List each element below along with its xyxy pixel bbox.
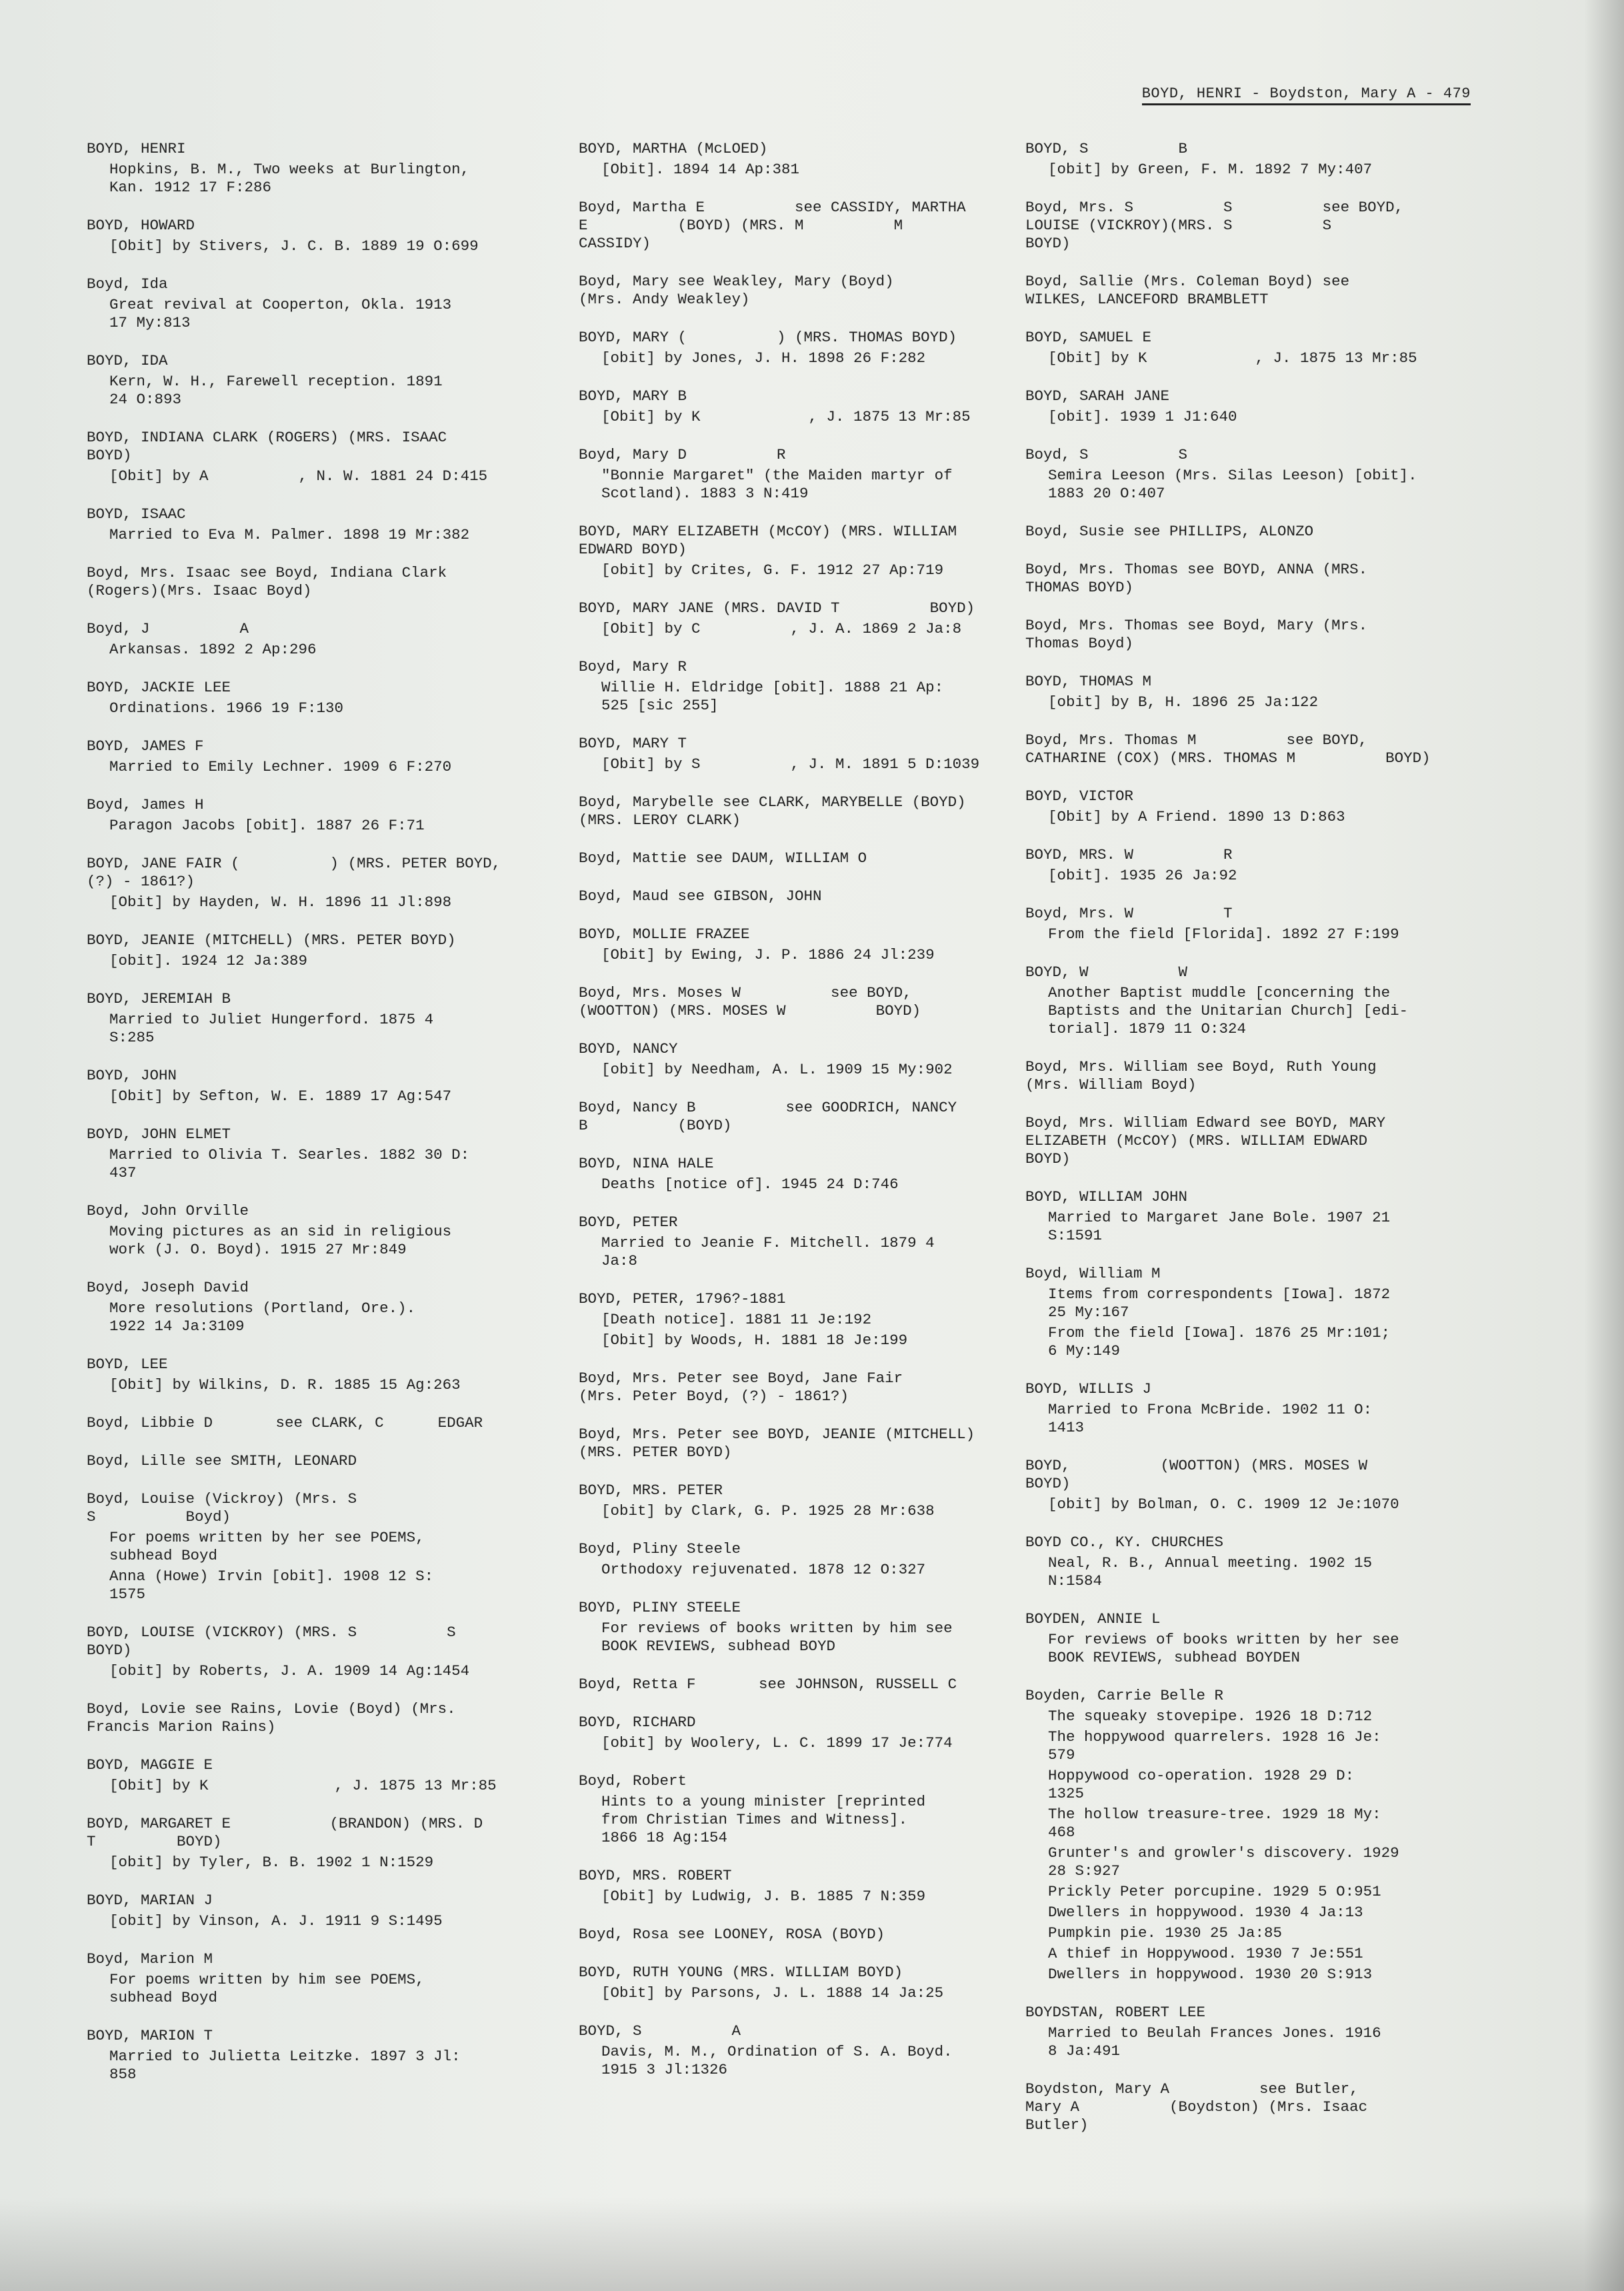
index-entry (87, 1202, 540, 1259)
entry-citation: Married to Emily Lechner. 1909 6 F:270 (109, 758, 452, 775)
index-entry (1025, 1114, 1479, 1168)
entry-citation: [Obit] by K , J. 1875 13 Mr:85 (109, 1777, 497, 1794)
index-entry (87, 1700, 540, 1736)
index-entry (1025, 846, 1479, 885)
index-entry (87, 1067, 540, 1105)
index-entry (579, 1370, 1039, 1406)
entry-citation: [Obit] by Sefton, W. E. 1889 17 Ag:547 (109, 1087, 452, 1105)
entry-heading: Boyd, Mrs. Thomas see BOYD, ANNA (MRS. THOMAS BOYD) (1025, 561, 1368, 596)
index-entry (87, 564, 540, 600)
entry-citation: Pumpkin pie. 1930 25 Ja:85 (1048, 1924, 1283, 1942)
entry-citation: [obit] by Bolman, O. C. 1909 12 Je:1070 (1048, 1496, 1399, 1513)
index-entry (579, 1426, 1039, 1462)
entry-heading: Boyd, Lovie see Rains, Lovie (Boyd) (Mrs. Francis Marion Rains) (87, 1700, 456, 1736)
index-entry (1025, 905, 1479, 943)
index-entry (87, 679, 540, 717)
entry-citation: [Obit] by Ludwig, J. B. 1885 7 N:359 (601, 1888, 926, 1905)
entry-heading: Boyd, Mary see Weakley, Mary (Boyd) (Mrs. Andy Weakley) (579, 273, 894, 308)
entry-citation: [Obit]. 1894 14 Ap:381 (601, 161, 800, 178)
entry-citation: For reviews of books written by her see BOOK REVIEWS, subhead BOYDEN (1048, 1631, 1399, 1666)
index-entry (87, 1815, 540, 1872)
entry-heading: Boydston, Mary A see Butler, Mary A (Boydston) (Mrs. Isaac Butler) (1025, 2080, 1368, 2134)
entry-heading: Boyd, Pliny Steele (579, 1540, 741, 1558)
index-entry (579, 735, 1039, 773)
index-entry (1025, 273, 1479, 309)
entry-heading: Boyd, Marybelle see CLARK, MARYBELLE (BOYD) (MRS. LEROY CLARK) (579, 793, 966, 829)
index-entry (1025, 731, 1479, 767)
index-entry (1025, 673, 1479, 711)
entry-citation: [Obit] by Ewing, J. P. 1886 24 Jl:239 (601, 946, 935, 963)
entry-citation: Davis, M. M., Ordination of S. A. Boyd. 1915 3 Jl:1326 (601, 2043, 953, 2078)
entry-heading: BOYD, JEREMIAH B (87, 990, 231, 1007)
index-entry (87, 1279, 540, 1336)
entry-citation: Paragon Jacobs [obit]. 1887 26 F:71 (109, 817, 425, 834)
index-entry (1025, 387, 1479, 426)
index-entry (87, 429, 540, 485)
index-entry (579, 1964, 1039, 2002)
index-entry (1025, 1058, 1479, 1094)
entry-citation: [Obit] by Woods, H. 1881 18 Je:199 (601, 1332, 908, 1349)
index-entry (87, 737, 540, 776)
entry-heading: Boyd, Maud see GIBSON, JOHN (579, 887, 822, 905)
entry-heading: BOYD, JAMES F (87, 737, 204, 755)
entry-citation: [Death notice]. 1881 11 Je:192 (601, 1311, 872, 1328)
entry-citation: From the field [Iowa]. 1876 25 Mr:101; 6 My:149 (1048, 1324, 1391, 1360)
entry-citation: [obit] by Needham, A. L. 1909 15 My:902 (601, 1061, 953, 1078)
index-entry (87, 140, 540, 197)
index-entry (1025, 523, 1479, 541)
entry-heading: Boyd, Marion M (87, 1950, 213, 1968)
index-entry (1025, 2080, 1479, 2134)
index-entry (579, 599, 1039, 638)
entry-heading: BOYD, MARTHA (McLOED) (579, 140, 768, 157)
entry-heading: BOYD, NANCY (579, 1040, 678, 1057)
entry-heading: BOYD CO., KY. CHURCHES (1025, 1534, 1224, 1551)
entry-heading: BOYD, RICHARD (579, 1714, 696, 1731)
entry-citation: [obit] by Tyler, B. B. 1902 1 N:1529 (109, 1854, 434, 1871)
index-entry (1025, 199, 1479, 253)
index-entry (1025, 617, 1479, 653)
entry-heading: BOYD, INDIANA CLARK (ROGERS) (MRS. ISAAC BOYD) (87, 429, 447, 464)
index-entry (579, 1155, 1039, 1194)
entry-citation: Dwellers in hoppywood. 1930 4 Ja:13 (1048, 1904, 1363, 1921)
entry-citation: [obit]. 1939 1 J1:640 (1048, 408, 1237, 425)
entry-heading: BOYD, JANE FAIR ( ) (MRS. PETER BOYD, (?) - 1861?) (87, 855, 501, 890)
entry-heading: Boyd, Mrs. William see Boyd, Ruth Young (Mrs. William Boyd) (1025, 1058, 1377, 1093)
index-entry (87, 275, 540, 332)
index-entry (579, 1040, 1039, 1079)
index-entry (1025, 446, 1479, 503)
entry-heading: BOYD, VICTOR (1025, 787, 1134, 805)
index-entry (579, 329, 1039, 367)
entry-citation: Orthodoxy rejuvenated. 1878 12 O:327 (601, 1561, 926, 1578)
index-entry (579, 1482, 1039, 1520)
entry-citation: [Obit] by A , N. W. 1881 24 D:415 (109, 467, 488, 485)
entry-citation: [Obit] by Hayden, W. H. 1896 11 Jl:898 (109, 893, 452, 911)
entry-heading: Boyd, Mrs. S S see BOYD, LOUISE (VICKROY)(MRS. S S BOYD) (1025, 199, 1404, 252)
index-entry (579, 793, 1039, 829)
entry-heading: Boyd, Susie see PHILLIPS, ALONZO (1025, 523, 1314, 540)
entry-heading: Boyd, John Orville (87, 1202, 249, 1220)
entry-citation: Arkansas. 1892 2 Ap:296 (109, 641, 317, 658)
entry-citation: [Obit] by A Friend. 1890 13 D:863 (1048, 808, 1345, 825)
entry-citation: Hopkins, B. M., Two weeks at Burlington, Kan. 1912 17 F:286 (109, 161, 470, 196)
entry-citation: [obit] by Vinson, A. J. 1911 9 S:1495 (109, 1912, 443, 1930)
entry-citation: Married to Frona McBride. 1902 11 O: 1413 (1048, 1401, 1373, 1436)
entry-heading: Boyd, Mrs. Peter see Boyd, Jane Fair (Mrs. Peter Boyd, (?) - 1861?) (579, 1370, 903, 1405)
entry-heading: BOYD, MARIAN J (87, 1892, 213, 1909)
entry-citation: Ordinations. 1966 19 F:130 (109, 699, 344, 717)
entry-citation: [Obit] by K , J. 1875 13 Mr:85 (1048, 349, 1417, 367)
entry-citation: From the field [Florida]. 1892 27 F:199 (1048, 925, 1399, 943)
entry-citation: [obit] by Green, F. M. 1892 7 My:407 (1048, 161, 1373, 178)
index-entry (87, 217, 540, 255)
entry-citation: Grunter's and growler's discovery. 1929 28 S:927 (1048, 1844, 1399, 1880)
entry-heading: BOYD, SARAH JANE (1025, 387, 1170, 405)
index-entry (579, 199, 1039, 253)
index-entry (87, 620, 540, 659)
entry-heading: BOYD, MRS. ROBERT (579, 1867, 732, 1884)
entry-heading: Boyd, Mrs. W T (1025, 905, 1233, 922)
entry-citation: [Obit] by Parsons, J. L. 1888 14 Ja:25 (601, 1984, 944, 2002)
entry-heading: BOYD, HENRI (87, 140, 186, 157)
entry-heading: Boyd, Mary D R (579, 446, 786, 463)
entry-heading: BOYD, WILLIAM JOHN (1025, 1188, 1188, 1206)
index-entry (579, 387, 1039, 426)
entry-citation: [obit]. 1935 26 Ja:92 (1048, 867, 1237, 884)
index-column-1 (87, 140, 540, 2104)
entry-heading: BOYD, MARY ELIZABETH (McCOY) (MRS. WILLIAM EDWARD BOYD) (579, 523, 957, 558)
entry-citation: For poems written by him see POEMS, subhead Boyd (109, 1971, 425, 2006)
entry-citation: The squeaky stovepipe. 1926 18 D:712 (1048, 1708, 1373, 1725)
index-entry (87, 990, 540, 1047)
index-entry (579, 925, 1039, 964)
entry-citation: The hoppywood quarrelers. 1928 16 Je: 579 (1048, 1728, 1381, 1764)
entry-heading: Boyd, James H (87, 796, 204, 813)
entry-heading: BOYD, THOMAS M (1025, 673, 1152, 690)
entry-heading: Boyd, Mrs. Moses W see BOYD, (WOOTTON) (MRS. MOSES W BOYD) (579, 984, 921, 1019)
entry-citation: [obit] by B, H. 1896 25 Ja:122 (1048, 693, 1319, 711)
page-edge-shadow (1584, 0, 1624, 2291)
entry-heading: BOYD, JOHN ELMET (87, 1125, 231, 1143)
entry-heading: BOYD, MARY ( ) (MRS. THOMAS BOYD) (579, 329, 957, 346)
entry-citation: Married to Julietta Leitzke. 1897 3 Jl: 858 (109, 2048, 461, 2083)
entry-citation: For reviews of books written by him see BOOK REVIEWS, subhead BOYD (601, 1620, 953, 1655)
entry-heading: Boyd, Louise (Vickroy) (Mrs. S S Boyd) (87, 1490, 357, 1526)
index-entry (1025, 1534, 1479, 1590)
entry-citation: [Obit] by Stivers, J. C. B. 1889 19 O:699 (109, 237, 479, 255)
entry-citation: A thief in Hoppywood. 1930 7 Je:551 (1048, 1945, 1363, 1962)
entry-heading: Boyd, J A (87, 620, 249, 637)
entry-heading: BOYDEN, ANNIE L (1025, 1610, 1161, 1628)
entry-heading: BOYD, MRS. W R (1025, 846, 1233, 863)
entry-heading: BOYD, PLINY STEELE (579, 1599, 741, 1616)
entry-heading: BOYD, MARY T (579, 735, 687, 752)
entry-heading: Boyd, Mrs. Isaac see Boyd, Indiana Clark (Rogers)(Mrs. Isaac Boyd) (87, 564, 447, 599)
entry-heading: Boyd, Nancy B see GOODRICH, NANCY B (BOYD) (579, 1099, 957, 1134)
index-column-2 (579, 140, 1039, 2099)
entry-heading: BOYD, PETER (579, 1214, 678, 1231)
entry-citation: Married to Jeanie F. Mitchell. 1879 4 Ja:8 (601, 1234, 935, 1270)
index-entry (87, 505, 540, 544)
entry-heading: Boyd, Libbie D see CLARK, C EDGAR (87, 1414, 483, 1432)
entry-heading: BOYD, LOUISE (VICKROY) (MRS. S S BOYD) (87, 1624, 456, 1659)
entry-heading: BOYD, LEE (87, 1356, 168, 1373)
index-entry (1025, 561, 1479, 597)
index-entry (1025, 1457, 1479, 1514)
index-entry (579, 1714, 1039, 1752)
index-entry (87, 352, 540, 409)
entry-citation: "Bonnie Margaret" (the Maiden martyr of Scotland). 1883 3 N:419 (601, 467, 953, 502)
index-entry (1025, 1188, 1479, 1245)
index-entry (87, 1414, 540, 1432)
entry-heading: BOYD, MRS. PETER (579, 1482, 723, 1499)
entry-heading: Boyd, Mattie see DAUM, WILLIAM O (579, 849, 867, 867)
index-entry (1025, 787, 1479, 826)
entry-heading: Boyd, Mrs. Thomas see Boyd, Mary (Mrs. Thomas Boyd) (1025, 617, 1368, 652)
entry-citation: Semira Leeson (Mrs. Silas Leeson) [obit]. 1883 20 O:407 (1048, 467, 1417, 502)
index-entry (579, 2022, 1039, 2079)
index-entry (87, 1490, 540, 1604)
entry-heading: Boyd, Joseph David (87, 1279, 249, 1296)
entry-heading: BOYD, MOLLIE FRAZEE (579, 925, 750, 943)
entry-citation: [obit] by Crites, G. F. 1912 27 Ap:719 (601, 561, 944, 579)
entry-heading: BOYD, PETER, 1796?-1881 (579, 1290, 786, 1308)
entry-heading: BOYD, MARION T (87, 2027, 213, 2044)
index-entry (87, 855, 540, 911)
index-entry (87, 796, 540, 835)
index-entry (579, 658, 1039, 715)
entry-citation: Another Baptist muddle [concerning the Baptists and the Unitarian Church] [edi- torial]. 1879 11 O:324 (1048, 984, 1409, 1037)
index-entry (579, 984, 1039, 1020)
entry-heading: BOYD, JACKIE LEE (87, 679, 231, 696)
index-entry (579, 1772, 1039, 1847)
entry-heading: Boyd, Mrs. William Edward see BOYD, MARY ELIZABETH (McCOY) (MRS. WILLIAM EDWARD BOYD) (1025, 1114, 1386, 1168)
entry-heading: BOYD, MARGARET E (BRANDON) (MRS. D T BOYD) (87, 1815, 483, 1850)
entry-heading: BOYD, RUTH YOUNG (MRS. WILLIAM BOYD) (579, 1964, 903, 1981)
index-entry (579, 1540, 1039, 1579)
entry-citation: [obit]. 1924 12 Ja:389 (109, 952, 308, 969)
index-entry (87, 1125, 540, 1182)
entry-heading: BOYDSTAN, ROBERT LEE (1025, 2004, 1206, 2021)
entry-citation: For poems written by her see POEMS, subhead Boyd (109, 1529, 425, 1564)
index-entry (87, 2027, 540, 2084)
entry-heading: BOYD, JEANIE (MITCHELL) (MRS. PETER BOYD) (87, 931, 456, 949)
entry-citation: Married to Eva M. Palmer. 1898 19 Mr:382 (109, 526, 470, 543)
index-entry (1025, 329, 1479, 367)
index-column-3 (1025, 140, 1479, 2154)
entry-citation: Great revival at Cooperton, Okla. 1913 17 My:813 (109, 296, 452, 331)
index-entry (87, 1624, 540, 1680)
index-entry (579, 887, 1039, 905)
entry-citation: Dwellers in hoppywood. 1930 20 S:913 (1048, 1966, 1373, 1983)
running-header: BOYD, HENRI - Boydston, Mary A - 479 (1142, 85, 1471, 105)
entry-heading: Boyd, Retta F see JOHNSON, RUSSELL C (579, 1676, 957, 1693)
index-entry (87, 1950, 540, 2007)
entry-heading: BOYD, S B (1025, 140, 1188, 157)
entry-heading: Boyd, Martha E see CASSIDY, MARTHA E (BOYD) (MRS. M M CASSIDY) (579, 199, 966, 252)
entry-citation: Married to Margaret Jane Bole. 1907 21 S:1591 (1048, 1209, 1391, 1244)
entry-heading: BOYD, MARY B (579, 387, 687, 405)
index-entry (579, 446, 1039, 503)
entry-citation: [Obit] by C , J. A. 1869 2 Ja:8 (601, 620, 962, 637)
entry-citation: Married to Beulah Frances Jones. 1916 8 Ja:491 (1048, 2024, 1381, 2060)
index-entry (1025, 1687, 1479, 1984)
entry-citation: Married to Juliet Hungerford. 1875 4 S:285 (109, 1011, 434, 1046)
index-entry (1025, 1380, 1479, 1437)
entry-citation: Hints to a young minister [reprinted from Christian Times and Witness]. 1866 18 Ag:154 (601, 1793, 926, 1846)
index-entry (1025, 963, 1479, 1038)
entry-heading: Boyd, Robert (579, 1772, 687, 1790)
entry-heading: Boyd, William M (1025, 1265, 1161, 1282)
entry-citation: Kern, W. H., Farewell reception. 1891 24 O:893 (109, 373, 443, 408)
entry-heading: BOYD, SAMUEL E (1025, 329, 1152, 346)
entry-heading: Boyden, Carrie Belle R (1025, 1687, 1224, 1704)
entry-citation: [obit] by Roberts, J. A. 1909 14 Ag:1454 (109, 1662, 470, 1680)
index-entry (579, 1290, 1039, 1350)
index-entry (579, 1676, 1039, 1694)
entry-heading: BOYD, W W (1025, 963, 1188, 981)
entry-citation: [obit] by Jones, J. H. 1898 26 F:282 (601, 349, 926, 367)
entry-heading: Boyd, Lille see SMITH, LEONARD (87, 1452, 357, 1470)
entry-heading: Boyd, Ida (87, 275, 168, 293)
index-entry (1025, 140, 1479, 179)
entry-citation: [Obit] by S , J. M. 1891 5 D:1039 (601, 755, 980, 773)
entry-heading: BOYD, MARY JANE (MRS. DAVID T BOYD) (579, 599, 975, 617)
index-entry (579, 140, 1039, 179)
entry-citation: Items from correspondents [Iowa]. 1872 25 My:167 (1048, 1286, 1391, 1321)
entry-heading: BOYD, NINA HALE (579, 1155, 714, 1172)
entry-citation: Married to Olivia T. Searles. 1882 30 D: 437 (109, 1146, 470, 1182)
entry-heading: BOYD, MAGGIE E (87, 1756, 213, 1774)
entry-citation: More resolutions (Portland, Ore.). 1922 14 Ja:3109 (109, 1300, 416, 1335)
index-entry (1025, 1610, 1479, 1667)
entry-heading: BOYD, ISAAC (87, 505, 186, 523)
index-entry (87, 931, 540, 970)
index-entry (579, 1867, 1039, 1906)
entry-heading: BOYD, JOHN (87, 1067, 177, 1084)
entry-citation: [obit] by Woolery, L. C. 1899 17 Je:774 (601, 1734, 953, 1752)
index-entry (579, 273, 1039, 309)
entry-heading: Boyd, Mrs. Peter see BOYD, JEANIE (MITCHELL) (MRS. PETER BOYD) (579, 1426, 975, 1461)
index-entry (1025, 1265, 1479, 1360)
entry-citation: Neal, R. B., Annual meeting. 1902 15 N:1584 (1048, 1554, 1373, 1590)
entry-citation: The hollow treasure-tree. 1929 18 My: 468 (1048, 1806, 1381, 1841)
index-entry (579, 1599, 1039, 1656)
index-entry (1025, 2004, 1479, 2060)
entry-citation: [Obit] by Wilkins, D. R. 1885 15 Ag:263 (109, 1376, 461, 1394)
index-entry (579, 849, 1039, 867)
entry-heading: BOYD, HOWARD (87, 217, 195, 234)
entry-heading: BOYD, (WOOTTON) (MRS. MOSES W BOYD) (1025, 1457, 1368, 1492)
index-entry (87, 1356, 540, 1394)
entry-heading: BOYD, IDA (87, 352, 168, 369)
index-entry (579, 1214, 1039, 1270)
index-entry (579, 1099, 1039, 1135)
entry-heading: BOYD, S A (579, 2022, 741, 2040)
entry-citation: Moving pictures as an sid in religious work (J. O. Boyd). 1915 27 Mr:849 (109, 1223, 452, 1258)
entry-heading: Boyd, Sallie (Mrs. Coleman Boyd) see WILKES, LANCEFORD BRAMBLETT (1025, 273, 1350, 308)
entry-citation: Anna (Howe) Irvin [obit]. 1908 12 S: 1575 (109, 1568, 434, 1603)
entry-heading: Boyd, S S (1025, 446, 1188, 463)
entry-citation: [Obit] by K , J. 1875 13 Mr:85 (601, 408, 971, 425)
entry-citation: [obit] by Clark, G. P. 1925 28 Mr:638 (601, 1502, 935, 1520)
entry-heading: Boyd, Mrs. Thomas M see BOYD, CATHARINE (COX) (MRS. THOMAS M BOYD) (1025, 731, 1431, 767)
entry-citation: Hoppywood co-operation. 1928 29 D: 1325 (1048, 1767, 1355, 1802)
entry-heading: BOYD, WILLIS J (1025, 1380, 1152, 1398)
index-entry (87, 1756, 540, 1795)
entry-heading: Boyd, Rosa see LOONEY, ROSA (BOYD) (579, 1926, 885, 1943)
index-entry (87, 1892, 540, 1930)
index-entry (579, 1926, 1039, 1944)
page-bottom-shadow (0, 2198, 1624, 2291)
entry-citation: Prickly Peter porcupine. 1929 5 O:951 (1048, 1883, 1381, 1900)
index-entry (87, 1452, 540, 1470)
entry-citation: Willie H. Eldridge [obit]. 1888 21 Ap: 525 [sic 255] (601, 679, 944, 714)
entry-citation: Deaths [notice of]. 1945 24 D:746 (601, 1176, 899, 1193)
entry-heading: Boyd, Mary R (579, 658, 687, 675)
index-entry (579, 523, 1039, 579)
